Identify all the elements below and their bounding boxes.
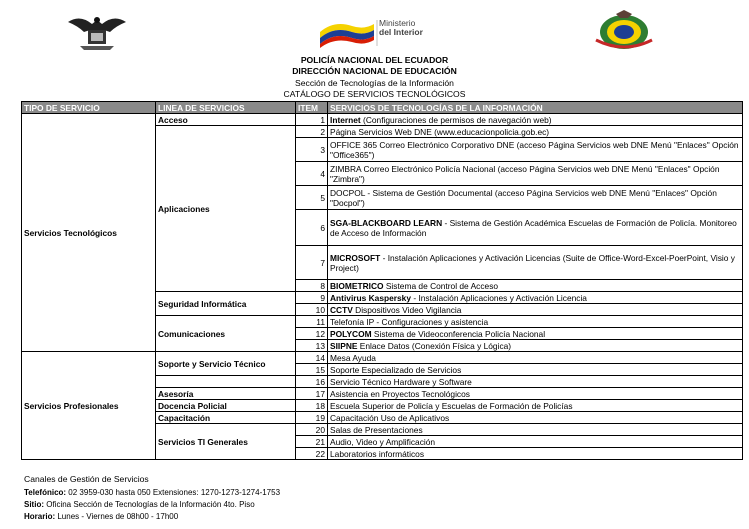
service-cell <box>328 376 743 388</box>
line-asesoria: Asesoría <box>156 388 296 400</box>
item-number: 15 <box>296 364 328 376</box>
service-cell <box>328 388 743 400</box>
service-text: Escuela Superior de Policía y Escuelas de Formación de Policías <box>330 400 573 411</box>
service-text: Dispositivos Video Vigilancia <box>352 304 462 315</box>
service-catalog-table <box>21 101 743 460</box>
service-text: ZIMBRA Correo Electrónico Policía Nacional (acceso Página Servicios web DNE Menú "Enlaces" Opción "Zimbra") <box>330 163 720 184</box>
item-number: 1 <box>296 114 328 126</box>
service-text: Telefonía IP - Configuraciones y asistencia <box>330 316 489 327</box>
item-number: 10 <box>296 304 328 316</box>
service-cell <box>328 292 743 304</box>
service-cell <box>328 304 743 316</box>
horario-label: Horario: <box>24 512 56 521</box>
item-number: 13 <box>296 340 328 352</box>
service-cell <box>328 364 743 376</box>
item-number: 20 <box>296 424 328 436</box>
service-text: (Configuraciones de permisos de navegación web) <box>360 114 552 125</box>
table-row <box>22 352 743 364</box>
service-text: Página Servicios Web DNE (www.educacionpolicia.gob.ec) <box>330 126 550 137</box>
police-badge-emblem-icon <box>592 10 656 52</box>
service-text: Sistema de Videoconferencia Policía Nacional <box>371 328 546 339</box>
ministerio-logo-text <box>379 19 423 37</box>
service-cell <box>328 246 743 280</box>
service-cell <box>328 186 743 210</box>
service-text: - Instalación Aplicaciones y Activación Licencia <box>411 292 587 303</box>
header-item: ITEM <box>296 102 328 114</box>
item-number: 7 <box>296 246 328 280</box>
item-number: 4 <box>296 162 328 186</box>
footer-sitio <box>24 500 255 510</box>
service-cell <box>328 138 743 162</box>
line-empty <box>156 376 296 388</box>
police-eagle-emblem-icon <box>66 12 128 52</box>
telefono-label: Telefónico: <box>24 488 67 497</box>
service-cell <box>328 210 743 246</box>
service-cell <box>328 352 743 364</box>
item-number: 19 <box>296 412 328 424</box>
service-bold: CCTV <box>330 304 353 315</box>
item-number: 5 <box>296 186 328 210</box>
heading-section: Sección de Tecnologías de la Información <box>295 78 454 88</box>
item-number: 3 <box>296 138 328 162</box>
ministerio-line1: Ministerio <box>379 18 416 28</box>
line-capacitacion: Capacitación <box>156 412 296 424</box>
heading-institution: POLICÍA NACIONAL DEL ECUADOR <box>300 55 449 65</box>
table-header-row <box>22 102 743 114</box>
footer-horario <box>24 512 178 522</box>
item-number: 18 <box>296 400 328 412</box>
service-text: Audio, Video y Amplificación <box>330 436 436 447</box>
line-aplicaciones: Aplicaciones <box>156 126 296 292</box>
service-text: Sistema de Control de Acceso <box>383 280 499 291</box>
service-bold: Internet <box>330 114 361 125</box>
service-bold: Antivirus Kaspersky <box>330 292 411 303</box>
footer-telefono <box>24 488 280 498</box>
service-text: Servicio Técnico Hardware y Software <box>330 376 472 387</box>
service-bold: POLYCOM <box>330 328 372 339</box>
item-number: 12 <box>296 328 328 340</box>
sitio-label: Sitio: <box>24 500 44 509</box>
service-cell <box>328 126 743 138</box>
service-cell <box>328 328 743 340</box>
sitio-value: Oficina Sección de Tecnologías de la Información 4to. Piso <box>44 500 255 509</box>
service-text: Laboratorios informáticos <box>330 448 425 459</box>
line-seguridad-informatica: Seguridad Informática <box>156 292 296 316</box>
service-cell <box>328 340 743 352</box>
table-row <box>22 114 743 126</box>
service-cell <box>328 436 743 448</box>
header-tipo-servicio: TIPO DE SERVICIO <box>22 102 156 114</box>
line-acceso: Acceso <box>156 114 296 126</box>
service-text: OFFICE 365 Correo Electrónico Corporativo DNE (acceso Página Servicios web DNE Menú "Enlaces" Opción "Office365") <box>330 139 739 160</box>
item-number: 8 <box>296 280 328 292</box>
service-cell <box>328 400 743 412</box>
horario-value: Lunes - Viernes de 08h00 - 17h00 <box>55 512 179 521</box>
service-cell <box>328 316 743 328</box>
line-comunicaciones: Comunicaciones <box>156 316 296 352</box>
header-servicios-ti: SERVICIOS DE TECNOLOGÍAS DE LA INFORMACIÓN <box>328 102 743 114</box>
item-number: 14 <box>296 352 328 364</box>
service-text: DOCPOL - Sistema de Gestión Documental (acceso Página Servicios web DNE Menú "Enlaces" Opción "Docpol") <box>330 187 717 208</box>
item-number: 21 <box>296 436 328 448</box>
service-cell <box>328 114 743 126</box>
service-cell <box>328 162 743 186</box>
service-cell <box>328 448 743 460</box>
line-soporte-servicio-tecnico: Soporte y Servicio Técnico <box>156 352 296 376</box>
heading-catalog-title: CATÁLOGO DE SERVICIOS TECNOLÓGICOS <box>283 89 466 99</box>
item-number: 9 <box>296 292 328 304</box>
header-linea-servicios: LINEA DE SERVICIOS <box>156 102 296 114</box>
line-docencia-policial: Docencia Policial <box>156 400 296 412</box>
service-bold: MICROSOFT <box>330 252 381 263</box>
service-bold: SGA-BLACKBOARD LEARN <box>330 217 443 228</box>
item-number: 6 <box>296 210 328 246</box>
service-cell <box>328 412 743 424</box>
service-text: Mesa Ayuda <box>330 352 376 363</box>
service-text: Asistencia en Proyectos Tecnológicos <box>330 388 470 399</box>
telefono-value: 02 3959-030 hasta 050 Extensiones: 1270-1273-1274-1753 <box>66 488 281 497</box>
service-text: - Sistema de Gestión Académica Escuelas de Formación de Policía. Monitoreo de Acceso de Información <box>330 217 737 238</box>
line-servicios-ti-generales: Servicios TI Generales <box>156 424 296 460</box>
category-servicios-profesionales: Servicios Profesionales <box>22 352 156 460</box>
service-cell <box>328 424 743 436</box>
service-bold: SIIPNE <box>330 340 358 351</box>
service-bold: BIOMETRICO <box>330 280 384 291</box>
item-number: 16 <box>296 376 328 388</box>
service-text: Soporte Especializado de Servicios <box>330 364 462 375</box>
item-number: 17 <box>296 388 328 400</box>
ministerio-line2: del Interior <box>379 27 423 37</box>
service-text: - Instalación Aplicaciones y Activación Licencias (Suite de Office-Word-Excel-PoerPoint, Visio y Project) <box>330 252 735 273</box>
heading-direction: DIRECCIÓN NACIONAL DE EDUCACIÓN <box>292 66 457 76</box>
category-servicios-tecnologicos: Servicios Tecnológicos <box>22 114 156 352</box>
service-cell <box>328 280 743 292</box>
item-number: 2 <box>296 126 328 138</box>
service-text: Enlace Datos (Conexión Física y Lógica) <box>357 340 512 351</box>
service-text: Salas de Presentaciones <box>330 424 423 435</box>
item-number: 22 <box>296 448 328 460</box>
item-number: 11 <box>296 316 328 328</box>
service-text: Capacitación Uso de Aplicativos <box>330 412 450 423</box>
footer-title: Canales de Gestión de Servicios <box>24 474 149 484</box>
